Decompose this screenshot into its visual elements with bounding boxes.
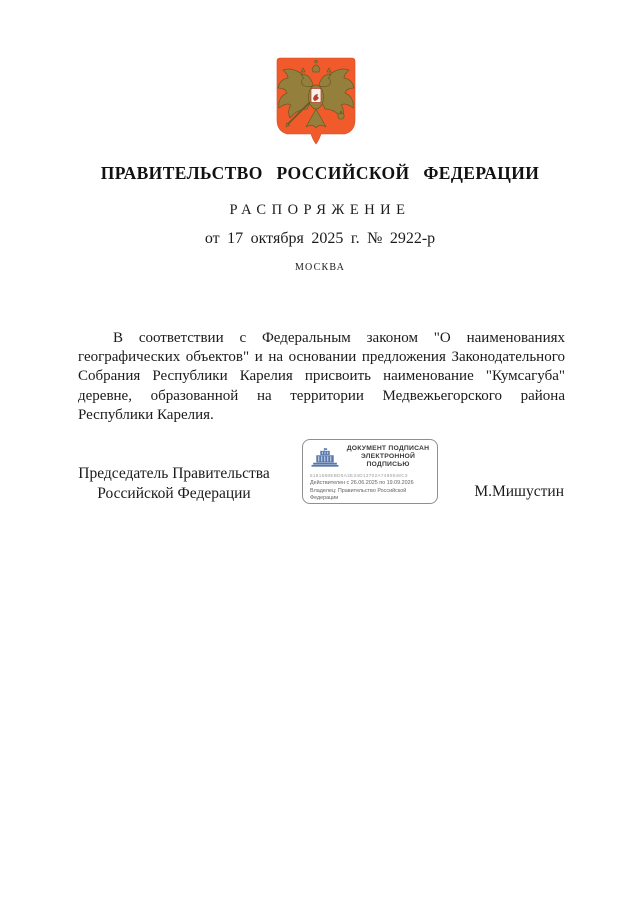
body-line: географических объектов" и на основании предложения Законодательного <box>78 349 565 366</box>
stamp-title-line: ДОКУМЕНТ ПОДПИСАН <box>346 445 430 452</box>
document-date-number: от 17 октября 2025 г. № 2922-р <box>204 230 436 247</box>
signatory-position-line: Председатель Правительства <box>78 465 270 482</box>
signatory-position-line: Российской Федерации <box>97 484 251 502</box>
body-line: В соответствии с Федеральным законом "О наименованиях <box>113 330 565 346</box>
signatory-position <box>78 464 270 503</box>
issuer-title: ПРАВИТЕЛЬСТВО РОССИЙСКОЙ ФЕДЕРАЦИИ <box>100 163 540 183</box>
document-body <box>78 329 565 425</box>
government-building-icon <box>310 448 340 467</box>
body-line: деревне, образованной на территории Медвежьегорского района <box>78 387 565 404</box>
stamp-title <box>345 445 431 470</box>
digital-signature-stamp <box>302 439 438 504</box>
city-label: МОСКВА <box>294 262 346 273</box>
certificate-owner: Владелец: Правительство Российской Федерации <box>310 488 407 501</box>
body-line: Собрания Республики Карелия присвоить наименование "Кумсагуба" <box>78 368 565 385</box>
certificate-serial: 5181588EBD5A3E34D13702A7490948C3 <box>310 472 408 478</box>
certificate-validity: Действителен с 26.06.2025 по 19.09.2026 <box>310 480 414 487</box>
stamp-header-row <box>310 445 431 470</box>
signatory-name: М.Мишустин <box>474 483 564 500</box>
document-type: РАСПОРЯЖЕНИЕ <box>229 202 411 218</box>
stamp-title-line: ЭЛЕКТРОННОЙ ПОДПИСЬЮ <box>360 453 416 469</box>
russia-coat-of-arms-icon <box>275 57 357 145</box>
body-line: Республики Карелия. <box>78 406 214 423</box>
